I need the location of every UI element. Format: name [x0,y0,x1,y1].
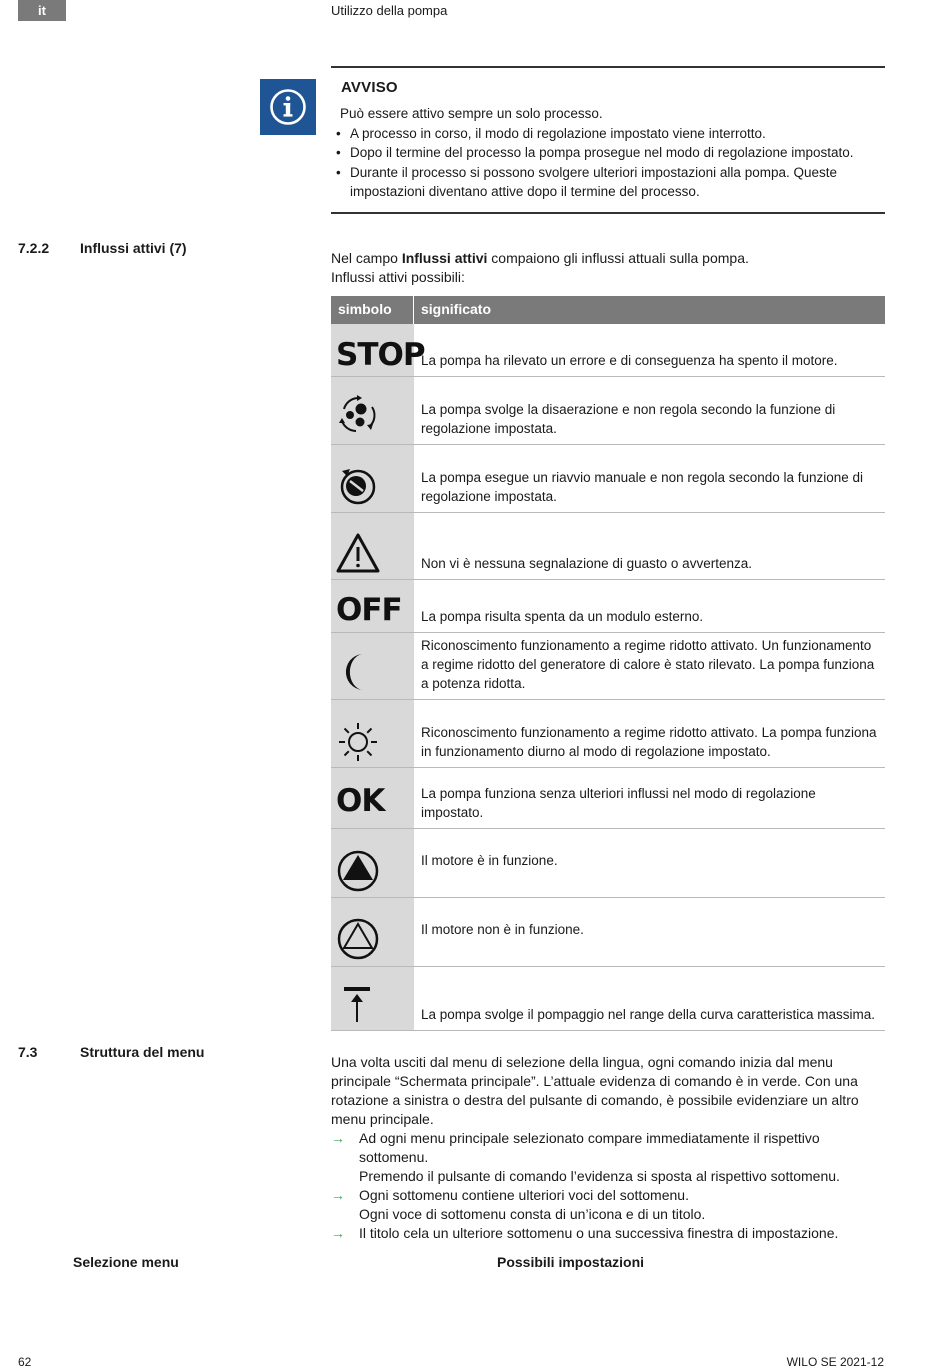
meaning-text: Non vi è nessuna segnalazione di guasto o avvertenza. [421,556,752,571]
moon-icon [336,650,380,694]
table-row [331,967,885,1031]
arrow-item-result: Premendo il pulsante di comando l’evidenza si sposta al rispettivo sottomenu. [359,1168,840,1184]
meaning-cell [414,700,885,767]
arrow-item-text: Ad ogni menu principale selezionato compare immediatamente il rispettivo sottomenu. [359,1130,820,1165]
symbol-cell [331,513,414,579]
symbol-cell [331,829,414,897]
meaning-cell [414,513,885,579]
section-number: 7.3 [18,1044,38,1060]
meaning-cell [414,324,885,376]
meaning-cell [414,768,885,828]
symbol-cell [331,700,414,767]
meaning-text: La pompa ha rilevato un errore e di conseguenza ha spento il motore. [421,353,838,368]
intro-bold-term: Influssi attivi [401,250,488,266]
arrow-item-result: Ogni voce di sottomenu consta di un’icona e di un titolo. [359,1206,706,1222]
intro-text: compaiono gli influssi attuali sulla pompa. [487,250,749,266]
section-title: Struttura del menu [80,1044,205,1060]
meaning-cell [414,898,885,966]
arrow-list-item [331,1224,886,1243]
symbol-cell [331,768,414,828]
meaning-text: Riconoscimento funzionamento a regime ridotto attivato. Un funzionamento a regime ridotto del generatore di calore è stato rilevato. La pompa funziona a potenza ridotta. [421,638,875,691]
table-row [331,829,885,898]
notice-bottom-rule [331,212,885,214]
meaning-text: La pompa esegue un riavvio manuale e non regola secondo la funzione di regolazione impostata. [421,470,864,504]
sun-icon [336,720,380,764]
arrow-list-item [331,1186,886,1205]
ok-symbol: OK [336,783,385,819]
warning-triangle-icon [336,532,380,574]
max-curve-icon [336,985,380,1025]
meaning-text: Il motore non è in funzione. [421,922,584,937]
menu-paragraph: Una volta usciti dal menu di selezione della lingua, ogni comando inizia dal menu principale “Schermata principale”. L’attuale evidenza di comando è in verde. Con una rotazione a sinistra o destra del pulsante di comando, è possibile evidenziare un altro menu principale. [331,1054,859,1127]
table-header [331,296,885,324]
symbol-cell [331,445,414,512]
meaning-cell [414,967,885,1030]
menu-structure-text [331,1053,886,1243]
motor-running-icon [336,849,380,893]
meaning-text: La pompa svolge la disaerazione e non regola secondo la funzione di regolazione impostata. [421,402,836,436]
meaning-text: La pompa funziona senza ulteriori influssi nel modo di regolazione impostato. [421,786,816,820]
deaeration-icon [336,393,380,437]
section-intro [331,249,886,287]
intro-text: Nel campo [331,250,402,266]
notice-bullet: • Durante il processo si possono svolgere ulteriori impostazioni alla pompa. Queste impostazioni diventano attive dopo il termine del processo. [340,163,885,202]
arrow-list-item [331,1129,886,1167]
stop-symbol: STOP [336,337,425,373]
meaning-cell [414,633,885,699]
arrow-icon: → [331,1130,345,1146]
table-row [331,768,885,829]
table-row [331,513,885,580]
symbol-cell [331,633,414,699]
footer-brand: WILO SE 2021-12 [786,1355,884,1369]
page-number: 62 [18,1355,32,1369]
table-row [331,324,885,377]
notice-title: AVVISO [341,79,398,96]
meaning-text: La pompa risulta spenta da un modulo esterno. [421,609,704,624]
symbol-cell [331,324,425,376]
notice-lead: Può essere attivo sempre un solo processo. [340,106,603,121]
notice-body [340,104,885,202]
meaning-cell [414,829,885,897]
arrow-icon: → [331,1187,345,1203]
meaning-text: Riconoscimento funzionamento a regime ridotto attivato. La pompa funziona in funzionamento diurno al modo di regolazione impostato. [421,725,877,759]
column-header-symbol: simbolo [331,296,414,324]
influences-table [331,296,885,1031]
table-row [331,580,885,633]
motor-stopped-icon [336,917,380,961]
table-row [331,377,885,445]
manual-restart-icon [336,463,380,507]
symbol-cell [331,377,414,444]
table-row [331,445,885,513]
notice-top-rule [331,66,885,68]
symbol-cell [331,580,414,632]
meaning-text: Il motore è in funzione. [421,853,558,868]
notice-bullet: • Dopo il termine del processo la pompa prosegue nel modo di regolazione impostato. [340,143,885,163]
column-header-meaning: significato [421,301,492,317]
running-header: Utilizzo della pompa [331,3,448,18]
meaning-cell [414,377,885,444]
table-row [331,633,885,700]
meaning-cell [414,445,885,512]
off-symbol: OFF [336,592,402,628]
possible-settings-label: Possibili impostazioni [497,1254,645,1270]
menu-selection-label: Selezione menu [73,1254,179,1270]
section-number: 7.2.2 [18,240,50,256]
notice-box [260,66,885,215]
info-icon [260,79,316,135]
arrow-item-text: Ogni sottomenu contiene ulteriori voci del sottomenu. [359,1187,689,1203]
table-row [331,898,885,967]
symbol-cell [331,898,414,966]
meaning-cell [414,580,885,632]
symbol-cell [331,967,414,1030]
table-row [331,700,885,768]
meaning-text: La pompa svolge il pompaggio nel range della curva caratteristica massima. [421,1007,875,1022]
intro-line: Influssi attivi possibili: [331,269,465,285]
notice-bullet: • A processo in corso, il modo di regolazione impostato viene interrotto. [340,124,885,144]
section-title: Influssi attivi (7) [80,240,187,256]
language-tab: it [18,0,66,21]
arrow-item-text: Il titolo cela un ulteriore sottomenu o una successiva finestra di impostazione. [359,1225,839,1241]
notice-bullet-list [340,124,885,202]
arrow-icon: → [331,1225,345,1241]
